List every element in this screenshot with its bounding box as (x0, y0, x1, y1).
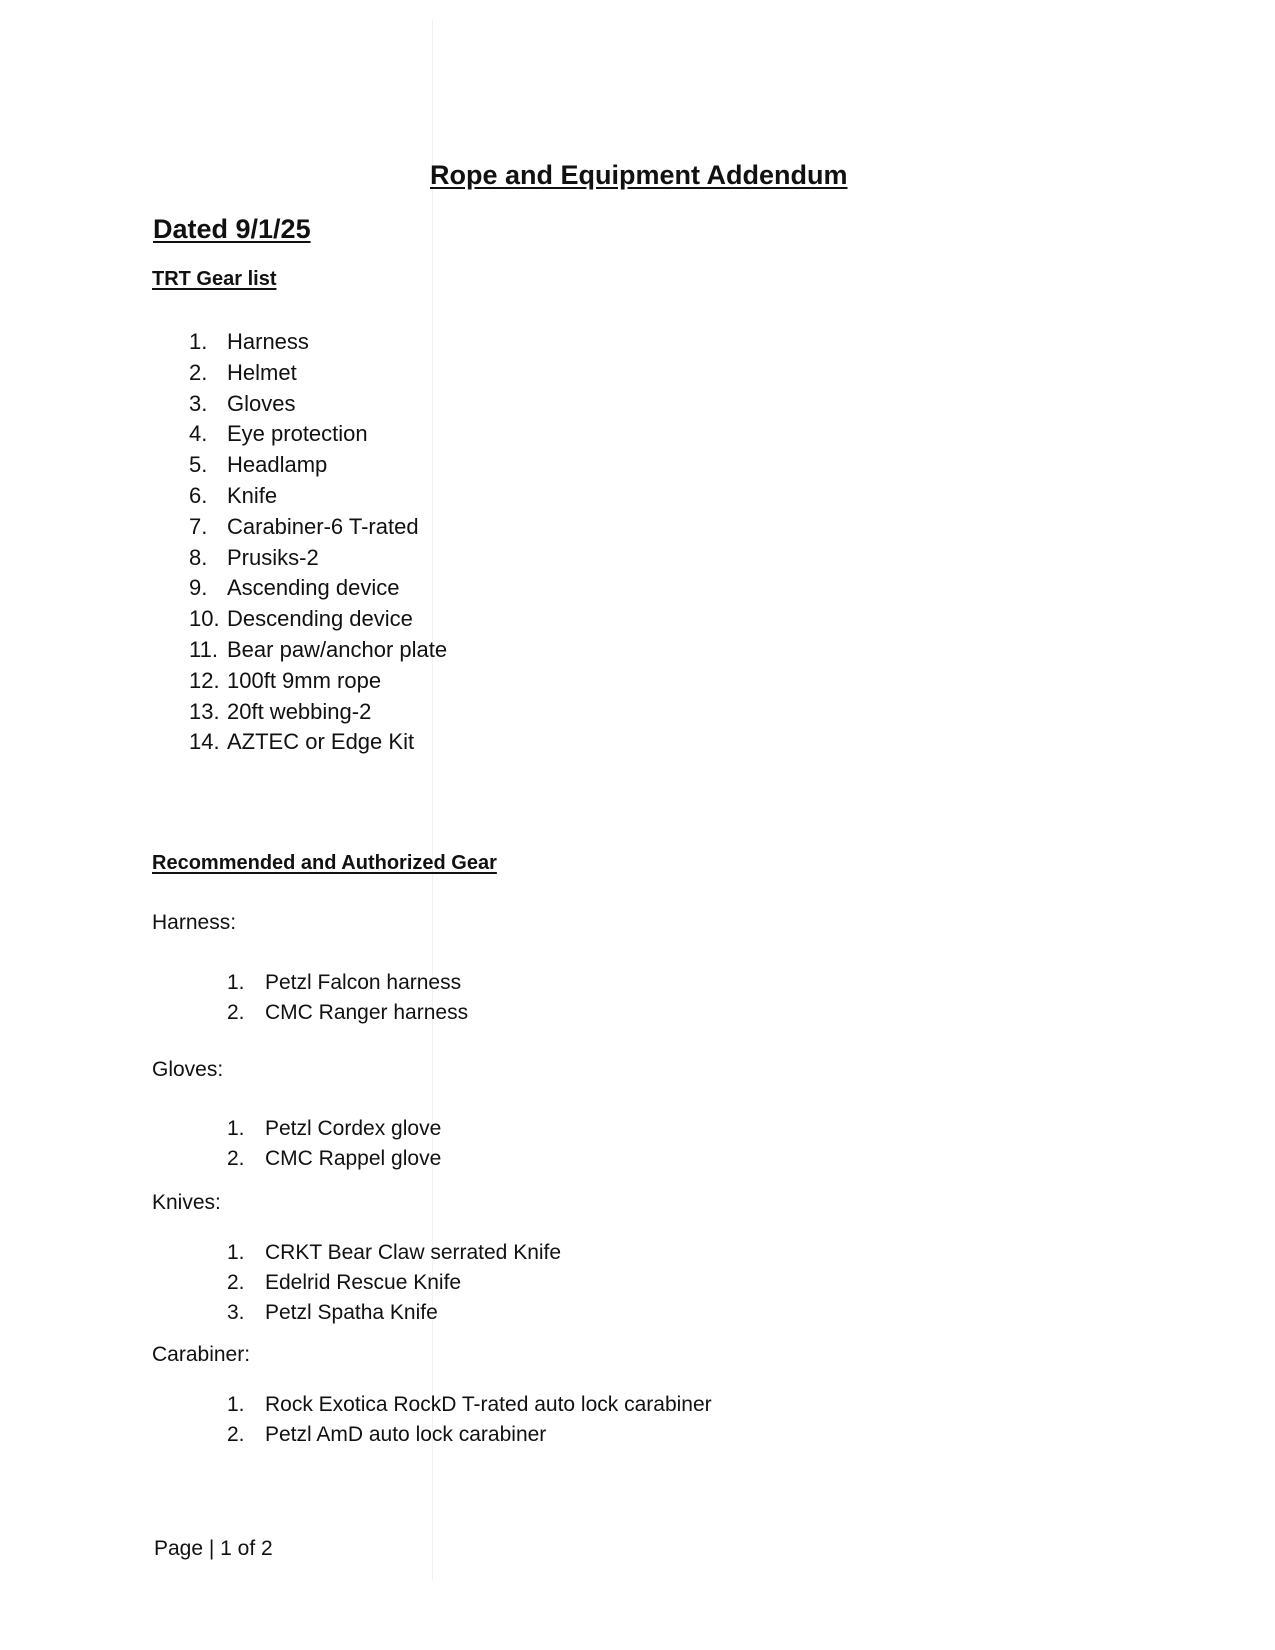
item-number: 1. (189, 329, 208, 354)
list-item (189, 604, 689, 635)
item-text: Rock Exotica RockD T-rated auto lock carabiner (265, 1393, 712, 1416)
document-title: Rope and Equipment Addendum (430, 160, 848, 190)
item-number: 8. (189, 544, 208, 570)
item-text: Eye protection (227, 421, 368, 447)
page-footer: Page | 1 of 2 (154, 1537, 273, 1560)
item-text: Prusiks-2 (227, 544, 319, 570)
item-text: Edelrid Rescue Knife (265, 1271, 462, 1294)
gloves-list (227, 1114, 827, 1174)
item-number: 3. (227, 1301, 245, 1324)
list-item (189, 543, 689, 574)
gear-list-heading: TRT Gear list (152, 268, 277, 290)
item-number: 1. (227, 971, 245, 994)
item-text: Helmet (227, 359, 297, 385)
item-text: CRKT Bear Claw serrated Knife (265, 1241, 562, 1264)
item-number: 13. (189, 698, 220, 724)
harness-list (227, 968, 827, 1028)
item-text: Petzl AmD auto lock carabiner (265, 1423, 547, 1446)
list-item (227, 998, 827, 1028)
item-text: Harness (227, 329, 309, 354)
list-item (189, 573, 689, 604)
item-text: 20ft webbing-2 (227, 698, 372, 724)
list-item (189, 635, 689, 666)
item-number: 14. (189, 729, 220, 755)
recommended-gear-heading: Recommended and Authorized Gear (152, 852, 497, 874)
item-text: Headlamp (227, 452, 328, 478)
item-text: Gloves (227, 390, 296, 416)
item-number: 11. (189, 636, 218, 662)
item-text: Knife (227, 482, 278, 508)
list-item (227, 1268, 827, 1298)
item-text: Ascending device (227, 575, 400, 601)
list-item (189, 327, 689, 358)
list-item (189, 389, 689, 420)
scan-artifact-line (432, 20, 433, 1580)
item-number: 4. (189, 421, 208, 447)
list-item (227, 1114, 827, 1144)
item-text: Petzl Cordex glove (265, 1117, 442, 1140)
list-item (189, 727, 689, 758)
item-number: 5. (189, 452, 208, 478)
document-date: Dated 9/1/25 (153, 214, 311, 244)
item-number: 10. (189, 606, 220, 632)
list-item (189, 512, 689, 543)
item-number: 2. (227, 1147, 245, 1170)
list-item (189, 358, 689, 389)
item-number: 1. (227, 1117, 245, 1140)
item-text: Petzl Spatha Knife (265, 1301, 438, 1324)
item-number: 1. (227, 1393, 245, 1416)
list-item (227, 1420, 927, 1450)
carabiner-list (227, 1390, 927, 1450)
item-number: 12. (189, 667, 220, 693)
list-item (227, 1390, 927, 1420)
item-number: 1. (227, 1241, 245, 1264)
item-text: Petzl Falcon harness (265, 971, 462, 994)
category-label-knives: Knives: (152, 1191, 221, 1214)
item-text: 100ft 9mm rope (227, 667, 382, 693)
item-text: AZTEC or Edge Kit (227, 729, 415, 755)
item-number: 6. (189, 482, 208, 508)
list-item (189, 697, 689, 728)
list-item (189, 481, 689, 512)
knives-list (227, 1238, 827, 1328)
item-number: 7. (189, 513, 208, 539)
list-item (227, 1238, 827, 1268)
category-label-gloves: Gloves: (152, 1058, 224, 1081)
category-label-harness: Harness: (152, 911, 237, 934)
item-number: 2. (189, 359, 208, 385)
item-text: CMC Rappel glove (265, 1147, 442, 1170)
list-item (227, 1144, 827, 1174)
item-text: CMC Ranger harness (265, 1001, 469, 1024)
list-item (189, 419, 689, 450)
list-item (227, 1298, 827, 1328)
item-number: 2. (227, 1271, 245, 1294)
item-number: 2. (227, 1423, 245, 1446)
item-number: 3. (189, 390, 208, 416)
item-text: Descending device (227, 606, 413, 632)
item-text: Carabiner-6 T-rated (227, 513, 419, 539)
list-item (227, 968, 827, 998)
list-item (189, 450, 689, 481)
item-number: 2. (227, 1001, 245, 1024)
item-text: Bear paw/anchor plate (227, 636, 448, 662)
list-item (189, 666, 689, 697)
gear-list (189, 327, 689, 758)
item-number: 9. (189, 575, 208, 601)
category-label-carabiner: Carabiner: (152, 1343, 251, 1366)
